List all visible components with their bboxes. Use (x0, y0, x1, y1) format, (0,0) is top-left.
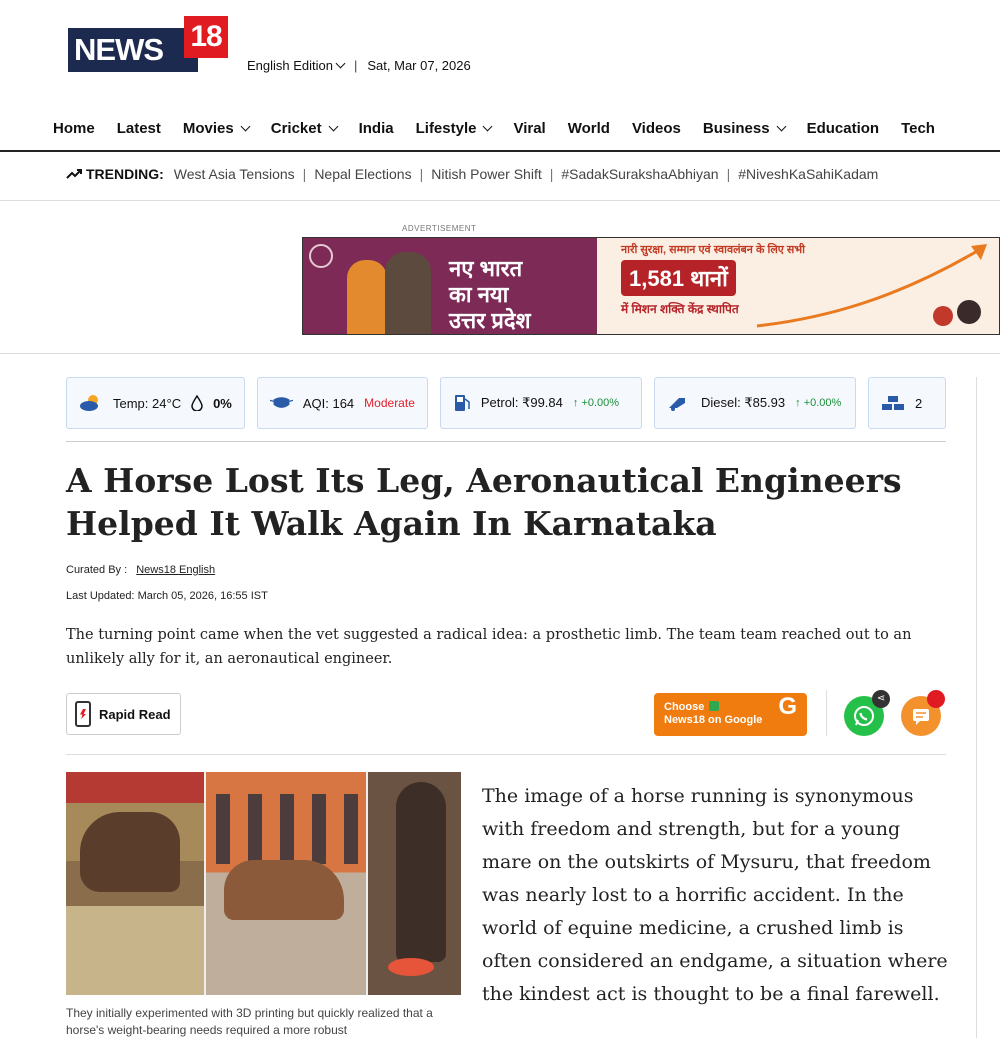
nav-item-home[interactable]: Home (53, 119, 95, 137)
up-emblem-icon (309, 244, 333, 268)
ad-left-panel (303, 238, 597, 334)
ad-divider (0, 353, 1000, 354)
aqi-status: Moderate (364, 396, 415, 410)
trending-label: TRENDING: (66, 166, 164, 182)
ad-subtext: में मिशन शक्ति केंद्र स्थापित (621, 302, 739, 316)
trending-separator: | (726, 166, 731, 182)
aqi-value: 164 (332, 395, 355, 411)
nav-item-latest[interactable]: Latest (116, 119, 161, 137)
whatsapp-icon (852, 704, 876, 728)
edition-separator: | (354, 58, 358, 73)
aqi-widget[interactable] (257, 377, 428, 429)
aqi-label: AQI: (302, 395, 329, 411)
diesel-value: ₹85.93 (744, 395, 786, 410)
news18-logo[interactable] (68, 16, 228, 74)
google-line2: News18 on Google (664, 714, 763, 726)
weather-cloud-sun-icon (79, 393, 103, 413)
trending-item[interactable]: #SadakSurakshaAbhiyan (561, 166, 719, 182)
author-link[interactable]: News18 English (136, 564, 216, 576)
nav-item-videos[interactable]: Videos (631, 119, 681, 137)
nav-item-cricket[interactable]: Cricket (271, 116, 337, 140)
widgets-divider (66, 441, 946, 442)
ad-person-right (385, 252, 431, 335)
horse-shape (396, 782, 446, 962)
chevron-down-icon (336, 59, 346, 69)
image-panel-horse-stable (66, 772, 204, 995)
article-body-paragraph: The image of a horse running is synonymous with freedom and strength, but for a young mare on the outskirts of Mysuru, that freedom was nearly lost to a horrific accident. In the world of equine medicine, a crushed limb is often considered an endgame, a situation where the kindest act is thought to be a final farewell. (482, 785, 948, 1005)
nav-item-tech[interactable]: Tech (901, 119, 935, 137)
header-date: Sat, Mar 07, 2026 (367, 58, 471, 73)
petrol-widget[interactable] (440, 377, 642, 429)
article-headline: A Horse Lost Its Leg, Aeronautical Engineers Helped It Walk Again In Karnataka (66, 461, 902, 543)
gold-value: 2 (915, 395, 923, 411)
diesel-change: ↑ +0.00% (795, 397, 842, 409)
people-shape (216, 794, 366, 864)
chevron-down-icon (240, 122, 250, 132)
main-nav (53, 116, 1000, 140)
nav-item-business[interactable]: Business (703, 116, 785, 140)
ad-label: ADVERTISEMENT (402, 224, 477, 233)
mask-icon (270, 395, 293, 411)
trending-divider (0, 200, 1000, 201)
trending-separator: | (419, 166, 424, 182)
chevron-down-icon (776, 122, 786, 132)
trending-item[interactable]: Nepal Elections (314, 166, 412, 182)
temp-value: 24°C (152, 395, 182, 411)
nav-item-india[interactable]: India (358, 119, 394, 137)
nav-item-world[interactable]: World (567, 119, 610, 137)
updated-label: Last Updated: (66, 590, 135, 602)
ad-slogan: नए भारत का नया उत्तर प्रदेश (449, 256, 531, 333)
article-updated (66, 590, 268, 602)
gold-bars-icon (881, 394, 905, 412)
rain-value: 0% (213, 395, 232, 411)
food-tray-shape (388, 958, 434, 976)
fuel-pump-icon (453, 393, 471, 413)
image-panel-team (206, 772, 366, 995)
trending-item[interactable]: West Asia Tensions (173, 166, 295, 182)
info-widgets (66, 377, 946, 429)
phone-bolt-icon (75, 701, 91, 727)
curated-label: Curated By : (66, 564, 128, 576)
trending-bar (66, 166, 878, 182)
horse-shape (80, 812, 180, 892)
trending-item[interactable]: Nitish Power Shift (431, 166, 542, 182)
article-summary: The turning point came when the vet suggested a radical idea: a prosthetic limb. The team team reached out to an unlikely ally for it, an aeronautical engineer. (66, 627, 912, 667)
notification-dot (927, 690, 945, 708)
diesel-nozzle-icon (667, 394, 691, 412)
nav-item-viral[interactable]: Viral (513, 119, 546, 137)
comments-button[interactable] (901, 696, 941, 736)
sidebar-divider (976, 377, 977, 1038)
ad-right-panel (597, 238, 999, 334)
nav-item-movies[interactable]: Movies (183, 116, 249, 140)
ad-tagline: नारी सुरक्षा, सम्मान एवं स्वावलंबन के लिए सभी (621, 244, 805, 256)
image-panel-horse-eating (368, 772, 461, 995)
chevron-down-icon (483, 122, 493, 132)
horse-shape (224, 860, 344, 920)
checkmark-icon (709, 701, 719, 711)
temp-label: Temp: (113, 395, 149, 411)
actions-divider (66, 754, 946, 755)
trending-separator: | (302, 166, 307, 182)
logo-news-text: NEWS (68, 28, 198, 72)
trending-separator: | (549, 166, 554, 182)
google-g-icon: G (778, 693, 797, 720)
weather-widget[interactable] (66, 377, 245, 429)
logo-18-text: 18 (184, 16, 228, 58)
article-byline (66, 564, 215, 576)
diesel-widget[interactable] (654, 377, 856, 429)
article-image[interactable] (66, 772, 461, 995)
comment-icon (911, 706, 931, 726)
raindrop-icon (191, 395, 203, 411)
growth-arrow-icon (747, 238, 993, 335)
diesel-label: Diesel: (700, 395, 741, 410)
nav-divider (0, 150, 1000, 152)
trending-up-icon (66, 168, 82, 180)
share-icon[interactable]: ⋖ (872, 690, 890, 708)
ad-person-left (347, 260, 387, 335)
choose-news18-google-button[interactable] (654, 693, 807, 736)
nav-item-education[interactable]: Education (806, 119, 880, 137)
whatsapp-share-button[interactable] (844, 693, 886, 736)
rapid-read-button[interactable] (66, 693, 181, 735)
google-line1: Choose (664, 701, 807, 714)
petrol-value: ₹99.84 (522, 395, 563, 410)
ad-banner[interactable] (302, 237, 1000, 335)
image-caption: They initially experimented with 3D printing but quickly realized that a horse's weight-bearing needs required a more robust (66, 1006, 433, 1037)
edition-bar (247, 58, 471, 73)
edition-selector[interactable]: English Edition (247, 58, 344, 73)
ad-count: 1,581 थानों (621, 260, 736, 296)
nav-item-lifestyle[interactable]: Lifestyle (416, 116, 492, 140)
gold-widget[interactable] (868, 377, 946, 429)
petrol-label: Petrol: (480, 395, 519, 410)
rapid-read-label: Rapid Read (99, 706, 171, 722)
petrol-change: ↑ +0.00% (572, 397, 620, 409)
share-separator (826, 690, 827, 736)
updated-value: March 05, 2026, 16:55 IST (137, 590, 268, 602)
trending-item[interactable]: #NiveshKaSahiKadam (738, 166, 879, 182)
chevron-down-icon (328, 122, 338, 132)
